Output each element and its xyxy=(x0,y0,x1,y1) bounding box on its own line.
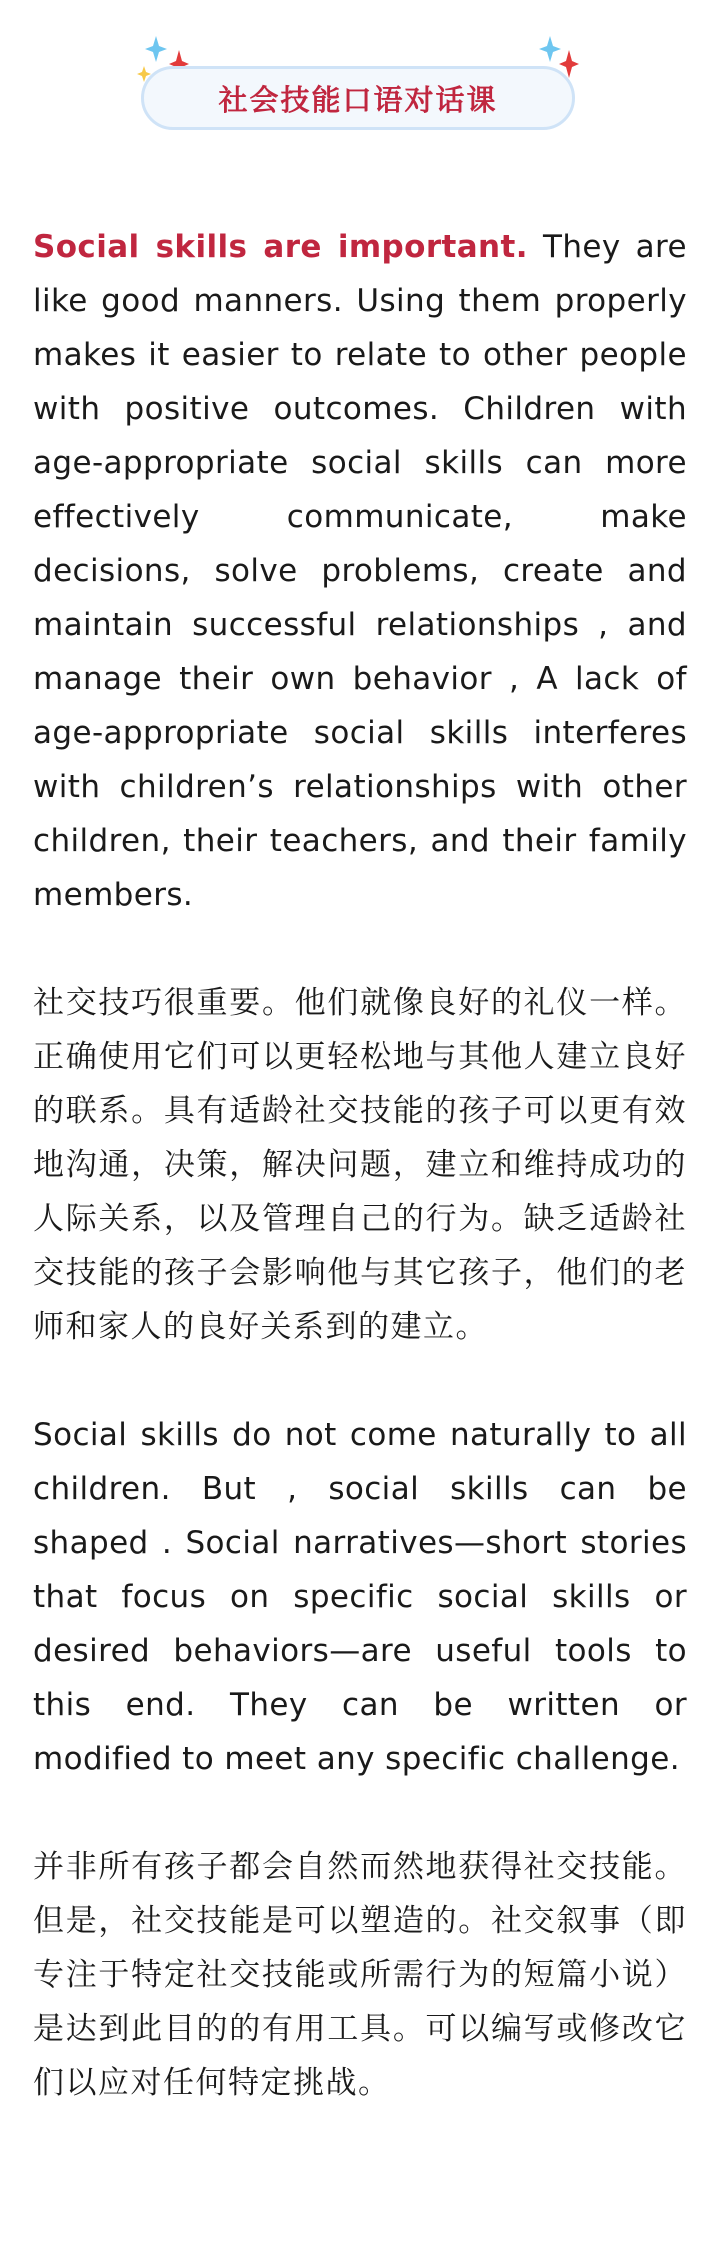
title-banner xyxy=(135,36,585,144)
sparkle-blue-icon xyxy=(539,36,561,62)
paragraph-text: They are like good manners. Using them properly makes it easier to relate to other people with positive outcomes. Children with age-appropriate social skills can more effectively communicate, make decisions, solve problems, create and maintain successful relationships , and manage their own behavior , A lack of age-appropriate social skills interferes with children’s relationships with other children, their teachers, and their family members. xyxy=(33,229,687,913)
article-body xyxy=(33,220,687,2164)
sparkle-blue-icon xyxy=(145,36,167,62)
paragraph-zh-2: 并非所有孩子都会自然而然地获得社交技能。但是，社交技能是可以塑造的。社交叙事（即专注于特定社交技能或所需行为的短篇小说）是达到此目的的有用工具。可以编写或修改它们以应对任何特定挑战。 xyxy=(33,1849,687,2101)
paragraph-zh-1: 社交技巧很重要。他们就像良好的礼仪一样。正确使用它们可以更轻松地与其他人建立良好的联系。具有适龄社交技能的孩子可以更有效地沟通，决策，解决问题，建立和维持成功的人际关系，以及管理自己的行为。缺乏适龄社交技能的孩子会影响他与其它孩子，他们的老师和家人的良好关系到的建立。 xyxy=(33,985,687,1345)
title-pill xyxy=(141,66,575,130)
paragraph-en-2: Social skills do not come naturally to all children. But , social skills can be shaped . Social narratives—short stories that focus on specific social skills or desired behaviors—are useful tools to this end. They can be written or modified to meet any specific challenge. xyxy=(33,1417,687,1777)
lead-sentence: Social skills are important. xyxy=(33,229,528,265)
page-title: 社会技能口语对话课 xyxy=(218,82,498,117)
paragraph-en-1 xyxy=(33,220,687,922)
